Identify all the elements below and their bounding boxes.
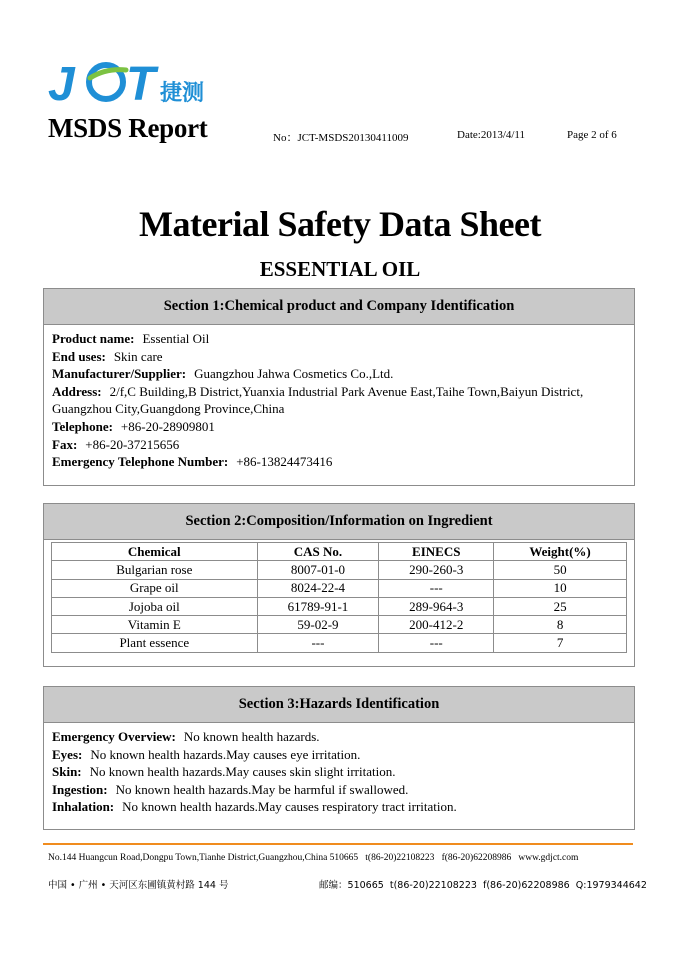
composition-table	[51, 542, 627, 653]
table-cell: 59-02-9	[257, 616, 379, 634]
table-row	[52, 597, 627, 615]
section-1-heading: Section 1:Chemical product and Company Identification	[44, 289, 634, 325]
table-cell: 8	[494, 616, 627, 634]
end-uses-label: End uses:	[52, 348, 106, 364]
table-cell: ---	[379, 634, 494, 652]
address-value: 2/f,C Building,B District,Yuanxia Industrial Park Avenue East,Taihe Town,Baiyun District, Guangzhou City,Guangdong Province,China	[52, 383, 584, 417]
table-cell: 200-412-2	[379, 616, 494, 634]
emergency-phone-value: +86-13824473416	[236, 454, 333, 470]
logo-cn-text: 捷测	[160, 81, 205, 106]
section-3-hazards	[43, 686, 635, 830]
table-cell: Bulgarian rose	[52, 561, 258, 579]
telephone-label: Telephone:	[52, 418, 113, 434]
table-cell: 61789-91-1	[257, 597, 379, 615]
skin-value: No known health hazards.May causes skin slight irritation.	[89, 764, 396, 780]
section-3-heading: Section 3:Hazards Identification	[44, 687, 634, 723]
table-cell: 289-964-3	[379, 597, 494, 615]
table-header-row	[52, 543, 627, 561]
manufacturer-value: Guangzhou Jahwa Cosmetics Co.,Ltd.	[194, 366, 394, 382]
table-cell: 290-260-3	[379, 561, 494, 579]
address-line	[52, 383, 626, 418]
emergency-overview-value: No known health hazards.	[183, 729, 320, 744]
ingestion-value: No known health hazards.May be harmful if swallowed.	[115, 781, 409, 797]
manufacturer-label: Manufacturer/Supplier:	[52, 366, 187, 382]
product-name-value: Essential Oil	[142, 331, 210, 346]
address-label: Address:	[52, 383, 102, 399]
table-cell: 25	[494, 597, 627, 615]
inhalation-value: No known health hazards.May causes respiratory tract irritation.	[122, 799, 457, 815]
column-header: Chemical	[52, 543, 258, 561]
footer-address-cn: 中国 • 广州 • 天河区东圃镇黄村路 144 号	[48, 880, 229, 891]
page-number: Page 2 of 6	[567, 129, 617, 141]
table-cell: Jojoba oil	[52, 597, 258, 615]
telephone-line	[52, 418, 626, 436]
emergency-phone-line	[52, 453, 626, 471]
manufacturer-line	[52, 365, 626, 383]
fax-line	[52, 436, 626, 454]
report-number: No：JCT-MSDS20130411009	[273, 132, 409, 144]
footer-address-en: No.144 Huangcun Road,Dongpu Town,Tianhe District,Guangzhou,China 510665	[48, 853, 359, 863]
table-cell: 50	[494, 561, 627, 579]
skin-line	[52, 763, 626, 781]
footer-website-link[interactable]: www.gdjct.com	[518, 853, 579, 863]
end-uses-value: Skin care	[113, 348, 163, 364]
table-row	[52, 616, 627, 634]
table-cell: Grape oil	[52, 579, 258, 597]
fax-label: Fax:	[52, 436, 78, 452]
report-title: MSDS Report	[48, 113, 208, 143]
telephone-value: +86-20-28909801	[120, 418, 215, 434]
section-1-identification	[43, 288, 635, 486]
footer-fax: f(86-20)62208986	[441, 853, 512, 863]
emergency-overview-label: Emergency Overview:	[52, 729, 176, 744]
document-title: Material Safety Data Sheet	[139, 204, 541, 244]
column-header: EINECS	[379, 543, 494, 561]
company-logo	[48, 56, 228, 108]
table-cell: ---	[257, 634, 379, 652]
end-uses-line	[52, 348, 626, 366]
table-row	[52, 561, 627, 579]
section-2-heading: Section 2:Composition/Information on Ingredient	[44, 504, 634, 540]
table-cell: ---	[379, 579, 494, 597]
table-row	[52, 634, 627, 652]
product-name-line	[52, 330, 626, 348]
product-name-label: Product name:	[52, 331, 135, 346]
footer-qq: Q:1979344642	[575, 880, 647, 891]
table-cell: 7	[494, 634, 627, 652]
ingestion-line	[52, 781, 626, 799]
emergency-overview-line	[52, 728, 626, 746]
logo-letter-t: T	[126, 58, 156, 108]
skin-label: Skin:	[52, 764, 82, 780]
eyes-line	[52, 746, 626, 764]
product-title: ESSENTIAL OIL	[259, 257, 421, 281]
eyes-value: No known health hazards.May causes eye irritation.	[90, 746, 361, 762]
table-cell: 10	[494, 579, 627, 597]
footer-english-contact	[48, 853, 578, 863]
footer-telephone: t(86-20)22108223	[365, 853, 435, 863]
footer-chinese-contact	[48, 877, 647, 891]
footer-divider	[43, 843, 633, 845]
section-2-composition	[43, 503, 635, 667]
table-cell: Plant essence	[52, 634, 258, 652]
table-row	[52, 579, 627, 597]
fax-value: +86-20-37215656	[85, 436, 180, 452]
ingestion-label: Ingestion:	[52, 781, 108, 797]
column-header: Weight(%)	[494, 543, 627, 561]
table-cell: Vitamin E	[52, 616, 258, 634]
logo-letter-j: J	[48, 58, 75, 108]
report-date: Date:2013/4/11	[457, 129, 526, 141]
footer-postcode-cn: 邮编：510665	[319, 880, 384, 891]
table-cell: 8007-01-0	[257, 561, 379, 579]
inhalation-line	[52, 798, 626, 816]
table-cell: 8024-22-4	[257, 579, 379, 597]
emergency-phone-label: Emergency Telephone Number:	[52, 454, 229, 470]
inhalation-label: Inhalation:	[52, 799, 115, 815]
eyes-label: Eyes:	[52, 746, 83, 762]
column-header: CAS No.	[257, 543, 379, 561]
footer-telephone-cn: t(86-20)22108223	[389, 880, 477, 891]
footer-fax-cn: f(86-20)62208986	[483, 880, 570, 891]
